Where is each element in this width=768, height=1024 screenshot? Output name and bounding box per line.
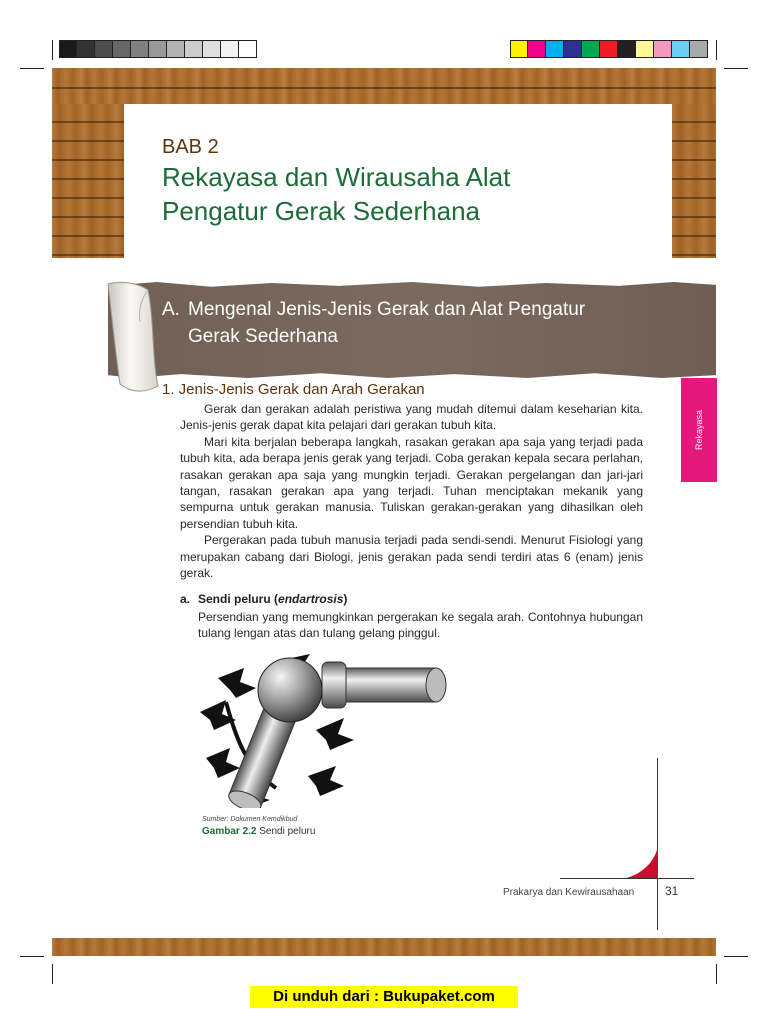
footer-corner-mark <box>626 846 658 878</box>
section-title-line-2: Gerak Sederhana <box>188 326 338 347</box>
crop-mark <box>20 956 44 957</box>
calibration-swatch <box>564 40 582 58</box>
crop-mark <box>20 68 44 69</box>
section-heading <box>162 296 682 350</box>
calibration-swatch <box>600 40 618 58</box>
list-item-title: Sendi peluru ( <box>198 592 279 606</box>
crop-mark <box>724 68 748 69</box>
paragraph: Mari kita berjalan beberapa langkah, rasakan gerakan apa saja yang terjadi pada tubuh kita, ada berapa jenis gerak yang terjadi. Coba gerakan kepala secara perlahan, rasakan gerakan apa saja yang mungkin terjadi. Gerakan pergelangan dan jari-jari tangan, rasakan gerakan apa yang terjadi. Tuhan menciptakan mekanik yang sempurna untuk gerakan manusia. Tuliskan gerakan-gerakan yang dihasilkan oleh persendian tubuh kita. <box>180 434 643 531</box>
side-tab-label: Rekayasa <box>694 409 704 451</box>
curled-paper-icon <box>100 278 162 396</box>
calibration-swatch <box>690 40 708 58</box>
calibration-swatch <box>203 40 221 58</box>
calibration-swatch <box>131 40 149 58</box>
figure-caption-text: Sendi peluru <box>259 826 316 837</box>
calibration-swatch <box>672 40 690 58</box>
footer-book-title: Prakarya dan Kewirausahaan <box>503 887 635 898</box>
figure-caption <box>202 826 315 837</box>
list-item-title-end: ) <box>343 592 348 606</box>
grayscale-calibration-bar <box>59 40 257 58</box>
calibration-swatch <box>77 40 95 58</box>
calibration-swatch <box>618 40 636 58</box>
page-number: 31 <box>665 884 679 898</box>
calibration-swatch <box>185 40 203 58</box>
calibration-swatch <box>239 40 257 58</box>
download-source-banner[interactable]: Di unduh dari : Bukupaket.com <box>250 986 518 1008</box>
section-title-line-1: Mengenal Jenis-Jenis Gerak dan Alat Pengatur <box>188 299 586 320</box>
calibration-swatch <box>95 40 113 58</box>
crop-mark <box>716 40 717 60</box>
calibration-swatch <box>149 40 167 58</box>
wood-frame-left <box>52 104 124 258</box>
calibration-swatch <box>654 40 672 58</box>
calibration-swatch <box>59 40 77 58</box>
list-marker: a. <box>180 592 191 606</box>
calibration-swatch <box>167 40 185 58</box>
footer-horizontal-rule <box>560 878 694 879</box>
wood-frame-right <box>672 104 716 258</box>
ball-joint-illustration <box>196 648 454 808</box>
calibration-swatch <box>636 40 654 58</box>
crop-mark <box>716 964 717 984</box>
footer-vertical-rule <box>657 758 658 930</box>
calibration-swatch <box>582 40 600 58</box>
crop-mark <box>52 964 53 984</box>
figure-source: Sumber: Dokumen Kemdikbud <box>202 816 298 823</box>
figure-label: Gambar 2.2 <box>202 826 257 837</box>
crop-mark <box>724 956 748 957</box>
section-letter: A. <box>162 299 180 320</box>
color-calibration-bar <box>510 40 708 58</box>
wood-frame-top <box>52 68 716 104</box>
chapter-title-line-2: Pengatur Gerak Sederhana <box>162 196 480 226</box>
chapter-title-line-1: Rekayasa dan Wirausaha Alat <box>162 162 511 192</box>
calibration-swatch <box>221 40 239 58</box>
body-text <box>180 401 643 581</box>
list-item-term: endartrosis <box>278 592 344 606</box>
paragraph: Pergerakan pada tubuh manusia terjadi pada sendi-sendi. Menurut Fisiologi yang merupakan cabang dari Biologi, jenis gerakan pada sendi terdiri atas 6 (enam) jenis gerak. <box>180 533 643 581</box>
calibration-swatch <box>510 40 528 58</box>
wood-frame-bottom <box>52 938 716 956</box>
calibration-swatch <box>113 40 131 58</box>
calibration-swatch <box>546 40 564 58</box>
list-item-description: Persendian yang memungkinkan pergerakan ke segala arah. Contohnya hubungan tulang lengan atas dan tulang gelang pinggul. <box>198 610 643 641</box>
paragraph: Gerak dan gerakan adalah peristiwa yang mudah ditemui dalam keseharian kita. Jenis-jenis gerak dapat kita pelajari dari gerakan tubuh kita. <box>180 402 643 433</box>
section-heading-row <box>162 296 682 323</box>
chapter-label: BAB 2 <box>162 136 219 158</box>
calibration-swatch <box>528 40 546 58</box>
chapter-title <box>162 160 662 228</box>
list-item-heading <box>180 592 347 606</box>
subsection-title: 1. Jenis-Jenis Gerak dan Arah Gerakan <box>162 381 425 398</box>
side-tab <box>681 378 717 482</box>
crop-mark <box>52 40 53 60</box>
